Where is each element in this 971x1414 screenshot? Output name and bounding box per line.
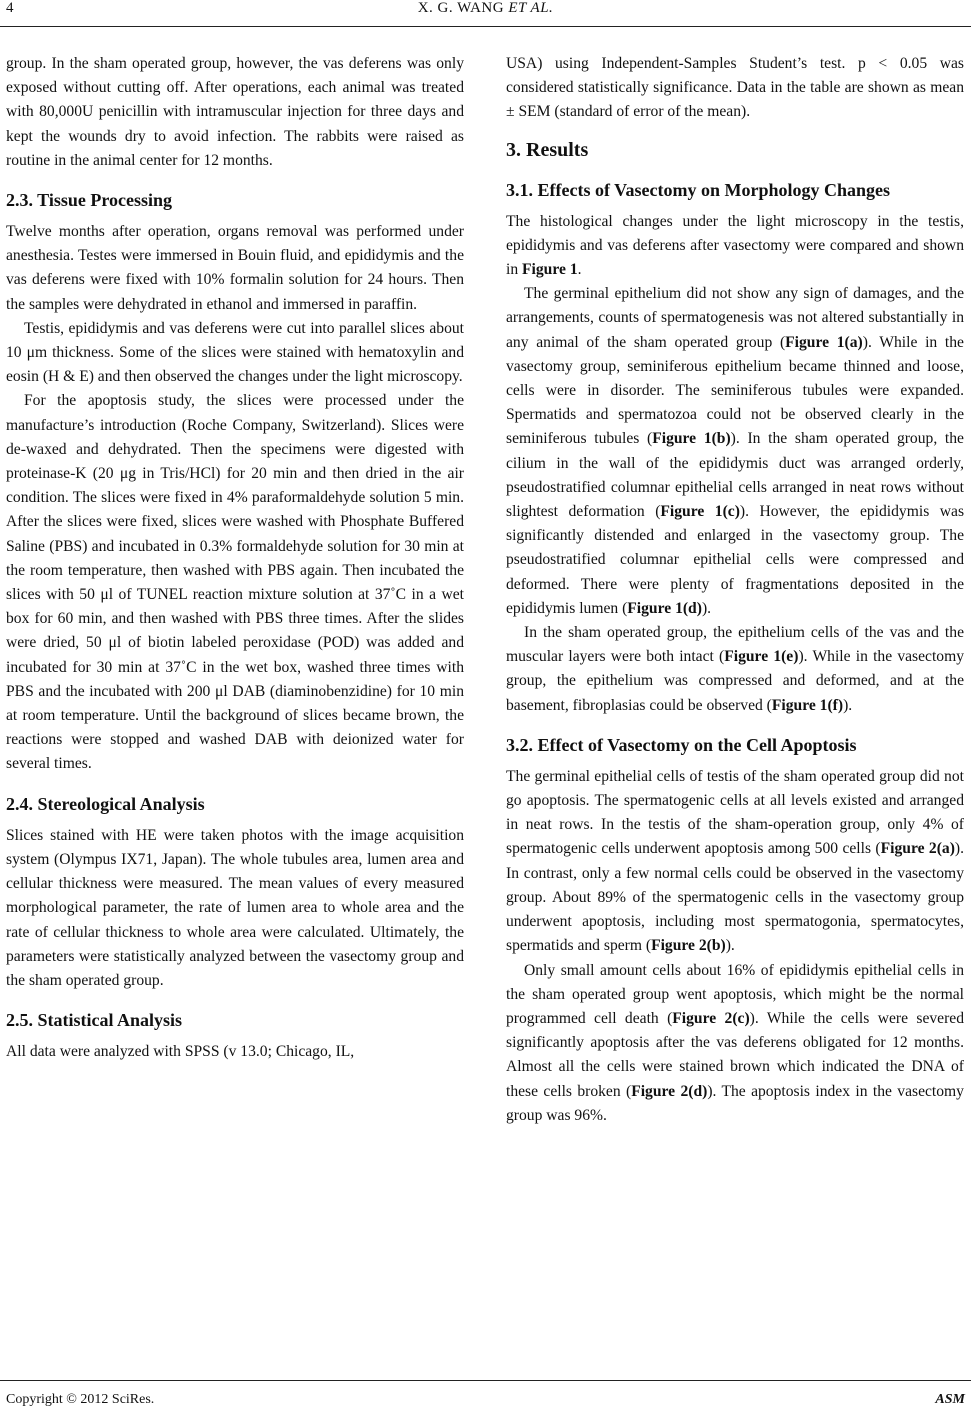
- page-footer: [0, 1380, 971, 1414]
- figure-ref[interactable]: Figure 1(e): [724, 648, 799, 666]
- text-run: In the sham operated group, the epithelium cells of the vas and the muscular layers were both intact (: [506, 624, 964, 666]
- figure-ref[interactable]: Figure 1: [522, 261, 578, 279]
- heading-text: Effects of Vasectomy on Morphology Changes: [537, 179, 890, 200]
- paragraph: For the apoptosis study, the slices were processed under the manufacture’s introduction (Roche Company, Switzerland). Slices were de-waxed and dehydrated. Then the specimens were digested with proteinase-K (20 μg in Tris/HCl) for 20 min and then dried in the air condition. The slices were fixed in 4% paraformaldehyde solution 5 min. After the slices were fixed, slices were washed with Phosphate Buffered Saline (PBS) and incubated in 0.3% formaldehyde solution for 30 min at the room temperature, then washed with PBS again. Then incubated the slices with 50 μl of TUNEL reaction mixture solution at 37˚C in a wet box for 60 min, and then washed with PBS three times. After the slides were dried, 50 μl of biotin labeled peroxidase (POD) was added and incubated for 30 min at 37˚C in the wet box, washed three times with PBS and the incubated with 200 μl DAB (diaminobenzidine) for 10 min at room temperature. Until the background of slices became brown, the reactions were stopped and washed DAB with deionized water for several times.: [6, 392, 464, 773]
- paragraph: Slices stained with HE were taken photos with the image acquisition system (Olympus IX71, Japan). The whole tubules area, lumen area and cellular thickness were measured. The mean values of every measured morphological parameter, the rate of lumen area to whole area and the rate of cellular thickness to whole area were calculated. Ultimately, the parameters were statistically analyzed between the vasectomy group and the sham operated group.: [6, 826, 464, 989]
- paragraph: [506, 765, 964, 959]
- section-heading-2-3: 2.3. Tissue Processing: [6, 190, 173, 211]
- section-heading-3-2: 3.2. Effect of Vasectomy on the Cell Apoptosis: [506, 734, 857, 755]
- text-run: The histological changes under the light microscopy in the testis, epididymis and vas deferens after vasectomy were compared and shown in: [506, 212, 964, 279]
- figure-ref[interactable]: Figure 2(b): [651, 937, 726, 955]
- text-run: The germinal epithelium did not show any sign of damages, and the arrangements, counts of spermatogenesis was not altered substantially in any animal of the sham operated group (: [506, 285, 964, 351]
- paragraph: Twelve months after operation, organs removal was performed under anesthesia. Testes were immersed in Bouin fluid, and epididymis and the vas deferens were fixed with 10% formalin solution for 24 hours. Then the samples were dehydrated in ethanol and immersed in paraffin.: [6, 223, 464, 313]
- figure-ref[interactable]: Figure 1(a): [785, 333, 863, 351]
- journal-abbrev: ASM: [935, 1392, 965, 1407]
- section-heading-3: 3. Results: [506, 138, 589, 161]
- paragraph: [506, 959, 964, 1128]
- figure-ref[interactable]: Figure 2(a): [880, 840, 955, 858]
- paragraph: [506, 621, 964, 718]
- figure-ref[interactable]: Figure 1(d): [627, 599, 702, 617]
- figure-ref[interactable]: Figure 1(c): [660, 503, 740, 521]
- paragraph: group. In the sham operated group, however, the vas deferens was only exposed without cutting off. After operations, each animal was treated with 80,000U penicillin with intramuscular injection for three days and kept the wounds dry to avoid infection. The rabbits were raised as routine in the animal center for 12 months.: [6, 55, 464, 169]
- paragraph: [506, 282, 964, 621]
- text-run: .: [577, 261, 582, 279]
- right-column: [506, 52, 964, 1128]
- text-run: Only small amount cells about 16% of epididymis epithelial cells in the sham operated group went apoptosis, which might be the normal programmed cell death (: [506, 961, 964, 1027]
- figure-ref[interactable]: Figure 2(d): [631, 1082, 708, 1100]
- heading-number: 3.1.: [506, 179, 533, 200]
- text-run: ).: [843, 696, 853, 714]
- running-head-etal: ET AL.: [508, 0, 554, 16]
- text-run: ).: [701, 599, 712, 617]
- text-run: The germinal epithelial cells of testis of the sham operated group did not go apoptosis. The spermatogenic cells at all levels existed and arranged in neat rows. In the testis of the sham-operation group, only 4% of spermatogenic cells underwent apoptosis among 500 cells (: [506, 767, 964, 858]
- footer-rule: [0, 1380, 971, 1381]
- paragraph: USA) using Independent-Samples Student’s test. p < 0.05 was considered statistically significance. Data in the table are shown as mean ± SEM (standard of error of the mean).: [506, 55, 964, 121]
- running-head-authors: X. G. WANG: [417, 0, 505, 16]
- text-run: ).: [725, 937, 735, 955]
- paragraph: Testis, epididymis and vas deferens were cut into parallel slices about 10 μm thickness. Some of the slices were stained with hematoxylin and eosin (H & E) and then observed the changes under the light microscopy.: [6, 319, 464, 386]
- text-run: ). While in the vasectomy group, seminiferous epithelium became thinned and loose, cells were in disorder. The seminiferous tubules were expanded. Spermatids and spermatozoa could not be observed clearly in the seminiferous tubules (: [506, 333, 964, 448]
- text-run: ). The apoptosis index in the vasectomy group was 96%.: [506, 1082, 964, 1124]
- paragraph: All data were analyzed with SPSS (v 13.0; Chicago, IL,: [6, 1043, 355, 1061]
- header-rule: [0, 26, 971, 27]
- copyright-notice: Copyright © 2012 SciRes.: [6, 1392, 155, 1407]
- running-head: [0, 0, 971, 17]
- text-run: ). While the cells were severed significantly apoptosis after the vas deferens obligated for 12 months. Almost all the cells were stained brown which indicated the DNA of these cells broken (: [506, 1009, 964, 1100]
- section-heading-2-5: 2.5. Statistical Analysis: [6, 1010, 183, 1031]
- figure-ref[interactable]: Figure 1(f): [771, 696, 844, 714]
- text-run: ). In contrast, only a few normal cells could be observed in the vasectomy group. About 89% of the spermatogenic cells in the vasectomy group underwent apoptosis, including most spermatogonia, spermatocytes, spermatids and sperm (: [506, 840, 964, 955]
- paragraph: [506, 210, 964, 283]
- text-run: ). While in the vasectomy group, the epithelium was compressed and deformed, and at the basement, fibroplasias could be observed (: [506, 648, 965, 714]
- page-header: [0, 0, 971, 26]
- page-number: 4: [6, 0, 14, 16]
- figure-ref[interactable]: Figure 1(b): [652, 430, 731, 448]
- text-run: ). In the sham operated group, the cilium in the wall of the epididymis duct was arranged orderly, pseudostratified columnar epithelial cells arranged in neat rows without slightest deformation (: [506, 430, 964, 521]
- section-heading-3-1: [506, 178, 964, 202]
- left-column: [6, 52, 464, 1064]
- section-heading-2-4: 2.4. Stereological Analysis: [6, 793, 205, 814]
- figure-ref[interactable]: Figure 2(c): [672, 1009, 750, 1027]
- text-run: ). However, the epididymis was significantly distended and enlarged in the vasectomy group. The pseudostratified columnar epithelial cells were compressed and deformed. There were plenty of fragmentations deposited in the epididymis lumen (: [506, 503, 965, 617]
